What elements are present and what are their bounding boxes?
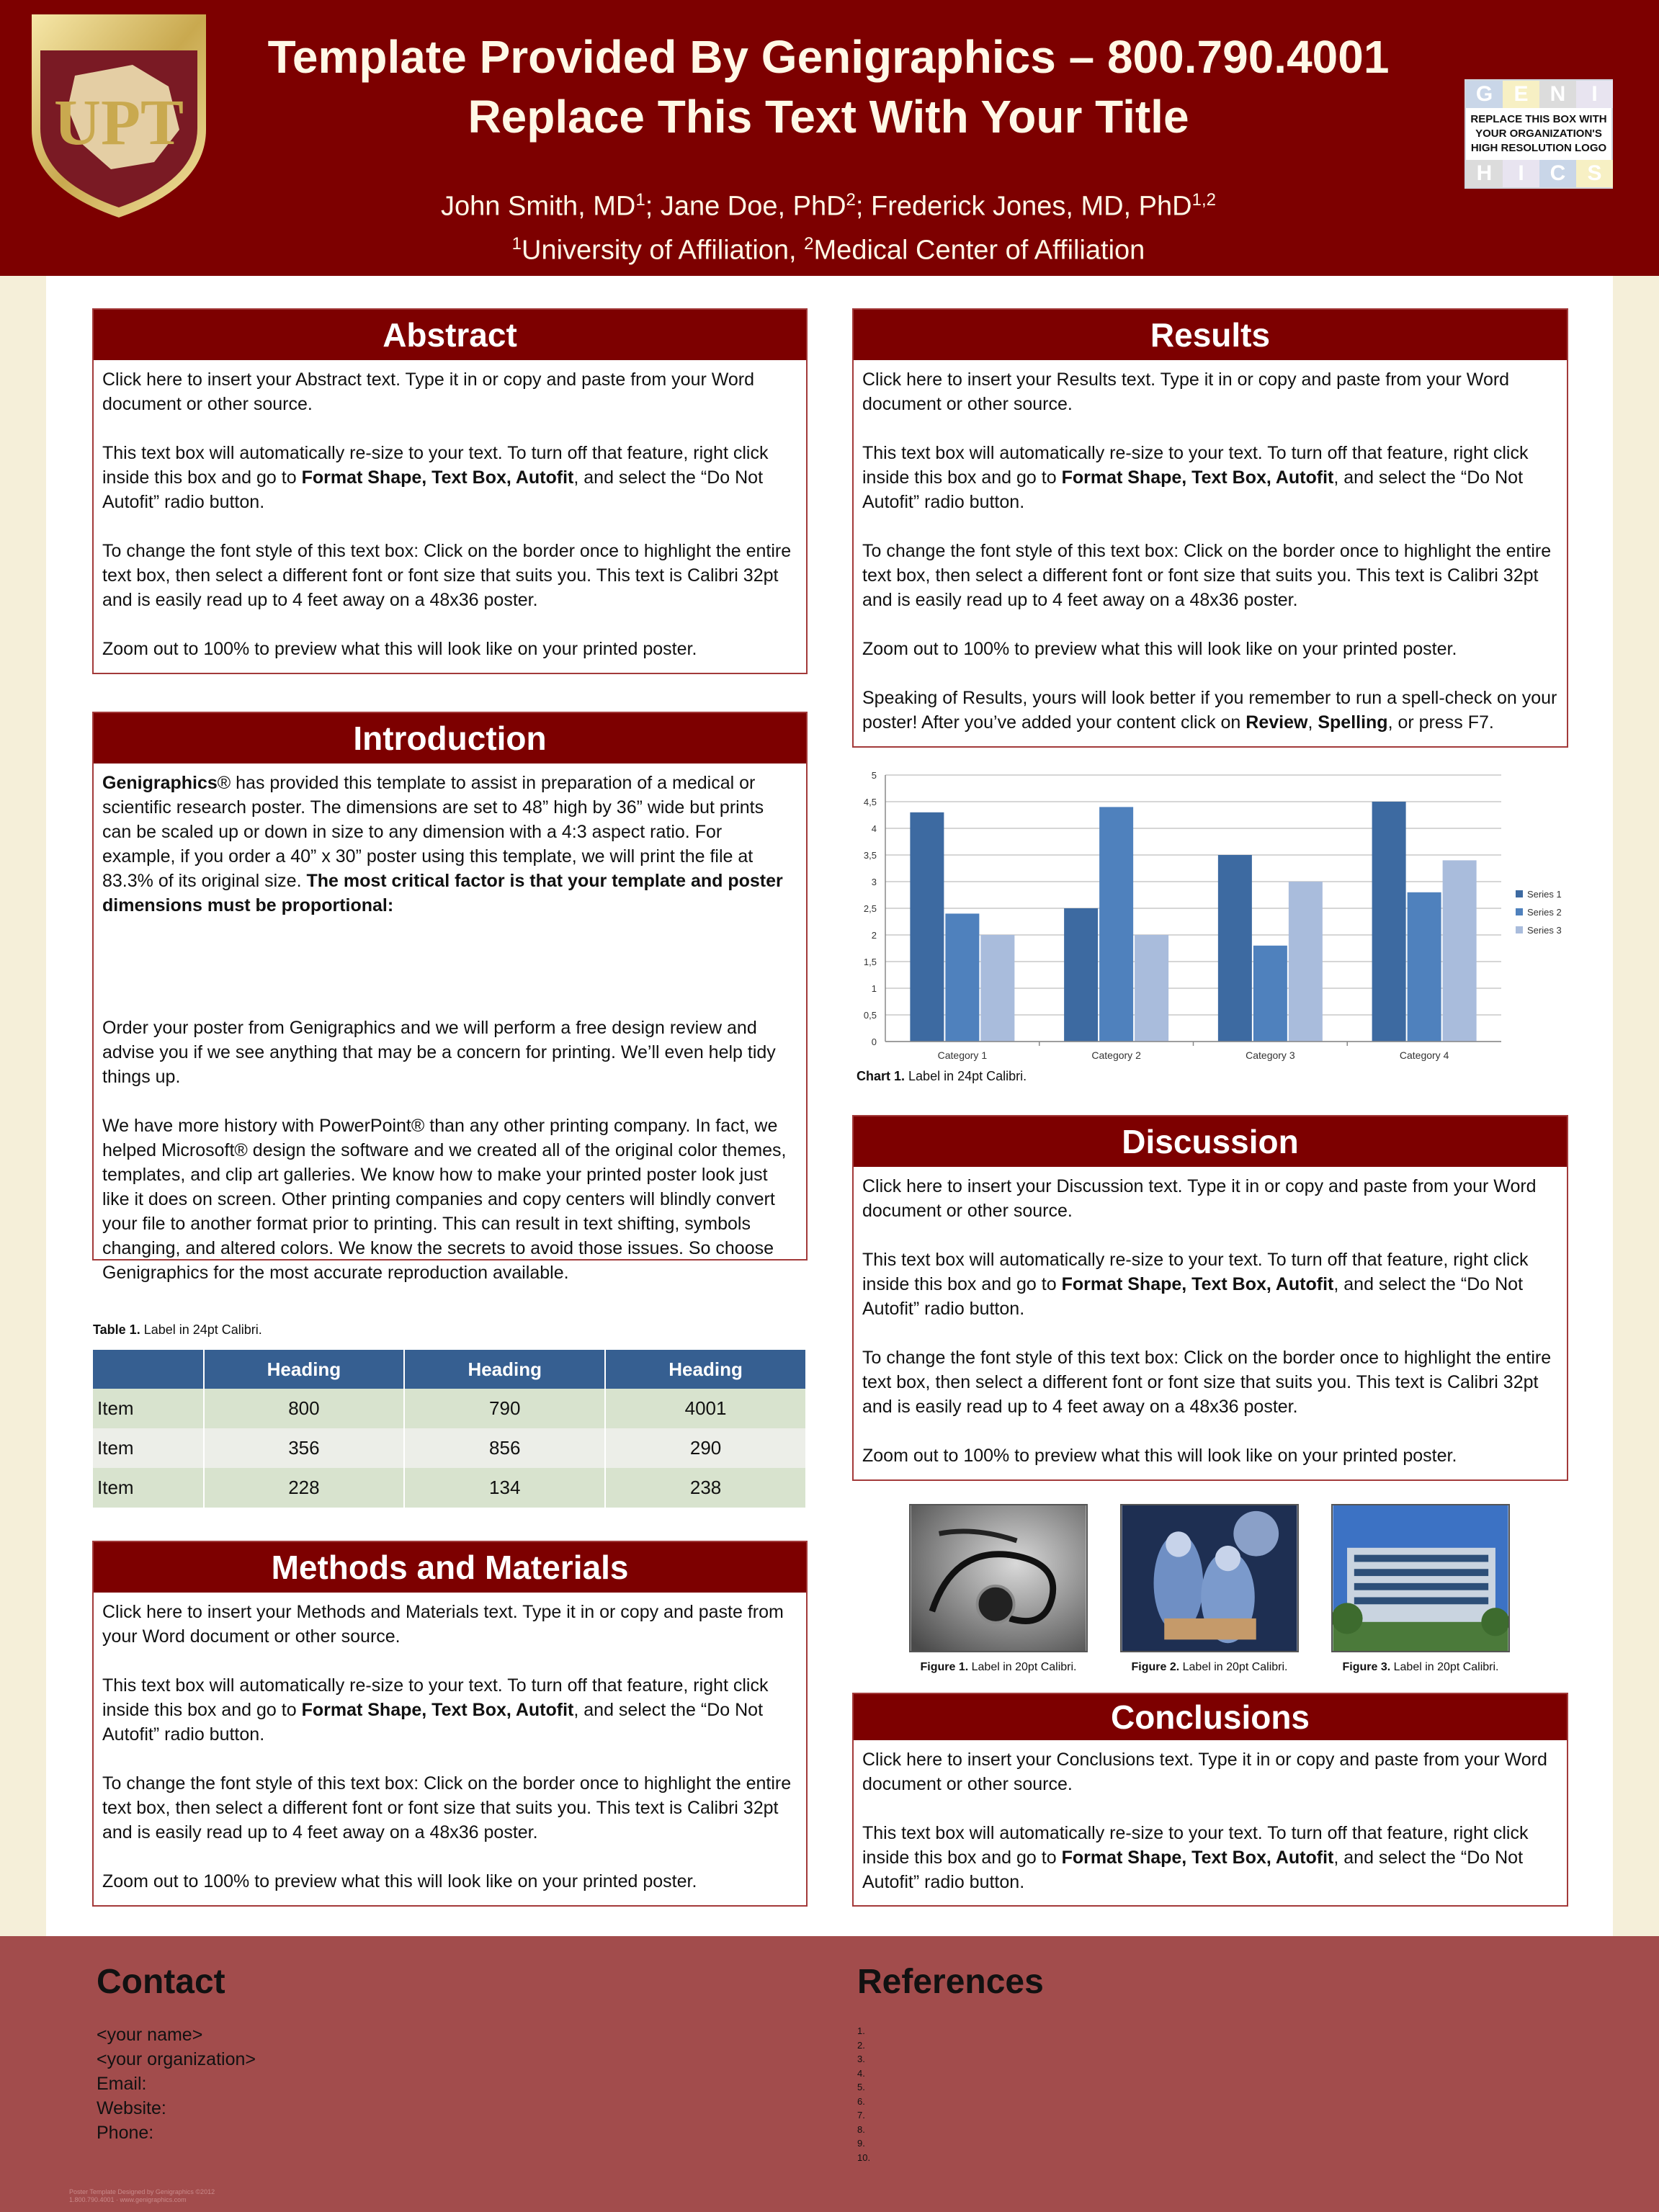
table-cell: 134 bbox=[404, 1468, 605, 1508]
table-row[interactable] bbox=[93, 1389, 806, 1428]
methods-paragraph: To change the font style of this text box: Click on the border once to highlight the entire text box, then select a different font or font size that suits you. This text is Calibri 32pt and is easily read up to 4 feet away on a 48x36 poster. bbox=[102, 1773, 792, 1842]
stethoscope-photo[interactable] bbox=[909, 1504, 1088, 1652]
contact-line[interactable]: <your name> bbox=[97, 2025, 203, 2045]
title-line-2: Replace This Text With Your Title bbox=[468, 91, 1189, 143]
chart-y-tick-label: 3 bbox=[871, 877, 877, 887]
table-column-header: Heading bbox=[204, 1350, 405, 1389]
table-cell: 800 bbox=[204, 1389, 405, 1428]
introduction-section[interactable] bbox=[92, 712, 808, 1283]
chart-x-tick-label: Category 1 bbox=[937, 1049, 988, 1061]
results-section[interactable] bbox=[852, 308, 1568, 748]
chart-legend-swatch bbox=[1516, 926, 1523, 933]
discussion-paragraph: Click here to insert your Discussion text. Type it in or copy and paste from your Word document or other source. bbox=[862, 1176, 1537, 1221]
table-row[interactable] bbox=[93, 1468, 806, 1508]
chart-bar bbox=[1372, 802, 1406, 1042]
chart-legend-swatch bbox=[1516, 908, 1523, 915]
contact-line[interactable]: Phone: bbox=[97, 2123, 154, 2143]
reference-item[interactable]: 8. bbox=[857, 2123, 865, 2135]
reference-item[interactable]: 4. bbox=[857, 2067, 865, 2079]
table-cell: Item bbox=[93, 1468, 204, 1508]
chart-legend-label: Series 1 bbox=[1527, 889, 1562, 900]
template-credit-fine-print bbox=[69, 2188, 215, 2204]
abstract-section[interactable] bbox=[92, 308, 808, 674]
chart-bar bbox=[1289, 882, 1323, 1042]
chart-bar bbox=[910, 812, 944, 1042]
author-affiliation-mark: 1,2 bbox=[1191, 190, 1216, 210]
chart-y-tick-label: 0,5 bbox=[863, 1010, 877, 1021]
abstract-body[interactable] bbox=[94, 360, 806, 668]
conclusions-heading: Conclusions bbox=[854, 1694, 1567, 1740]
chart-y-tick-label: 4,5 bbox=[863, 797, 877, 807]
table-row[interactable] bbox=[93, 1428, 806, 1468]
author-affiliation-mark: 2 bbox=[846, 190, 856, 210]
contact-details[interactable] bbox=[97, 2023, 256, 2145]
chart-bar bbox=[1099, 807, 1133, 1042]
contact-line[interactable]: Website: bbox=[97, 2098, 166, 2118]
results-paragraph: To change the font style of this text box: Click on the border once to highlight the entire text box, then select a different font or font size that suits you. This text is Calibri 32pt and is easily read up to 4 feet away on a 48x36 poster. bbox=[862, 541, 1552, 610]
table-cell: 290 bbox=[605, 1428, 806, 1468]
figure-1-caption: Figure 1. Label in 20pt Calibri. bbox=[920, 1661, 1077, 1673]
poster-title[interactable] bbox=[238, 27, 1419, 147]
discussion-heading: Discussion bbox=[854, 1116, 1567, 1167]
chart-bar bbox=[1443, 860, 1477, 1042]
methods-heading: Methods and Materials bbox=[94, 1542, 806, 1593]
chart-bar bbox=[980, 935, 1014, 1042]
svg-text:UPT: UPT bbox=[54, 87, 184, 158]
table-cell: 356 bbox=[204, 1428, 405, 1468]
abstract-heading: Abstract bbox=[94, 310, 806, 360]
chart-bar bbox=[1253, 946, 1287, 1042]
table-cell: 856 bbox=[404, 1428, 605, 1468]
chart-x-tick-label: Category 2 bbox=[1091, 1049, 1141, 1061]
references-heading: References bbox=[857, 1963, 1044, 2001]
chart-bar bbox=[1408, 892, 1441, 1042]
abstract-paragraph: This text box will automatically re-size to your text. To turn off that feature, right click inside this box and go to Format Shape, Text Box, Autofit, and select the “Do Not Autofit” radio button. bbox=[102, 443, 769, 512]
logo-letter: H bbox=[1466, 160, 1503, 187]
conclusions-section[interactable] bbox=[852, 1693, 1568, 1907]
logo-letter: S bbox=[1576, 160, 1613, 187]
introduction-heading: Introduction bbox=[94, 713, 806, 764]
results-body[interactable] bbox=[854, 360, 1567, 742]
poster-header bbox=[0, 0, 1659, 276]
chart-legend-swatch bbox=[1516, 890, 1523, 897]
reference-item[interactable]: 1. bbox=[857, 2025, 865, 2036]
chart-caption-text: Label in 24pt Calibri. bbox=[905, 1069, 1027, 1083]
discussion-paragraph: This text box will automatically re-size to your text. To turn off that feature, right click inside this box and go to Format Shape, Text Box, Autofit, and select the “Do Not Autofit” radio button. bbox=[862, 1250, 1529, 1319]
reference-item[interactable]: 10. bbox=[857, 2151, 871, 2163]
table-cell: Item bbox=[93, 1389, 204, 1428]
contact-line[interactable]: Email: bbox=[97, 2074, 147, 2094]
author-block[interactable] bbox=[238, 182, 1419, 269]
contact-line[interactable]: <your organization> bbox=[97, 2049, 256, 2069]
chart-y-tick-label: 4 bbox=[871, 823, 877, 834]
table-cell: 4001 bbox=[605, 1389, 806, 1428]
author-name: John Smith, MD bbox=[441, 191, 636, 222]
conclusions-paragraph: This text box will automatically re-size to your text. To turn off that feature, right click inside this box and go to Format Shape, Text Box, Autofit, and select the “Do Not Autofit” radio button. bbox=[862, 1823, 1529, 1892]
affiliations-line bbox=[238, 225, 1419, 269]
chart-y-tick-label: 5 bbox=[871, 770, 877, 781]
table-header-row bbox=[93, 1350, 806, 1389]
table-cell: Item bbox=[93, 1428, 204, 1468]
references-list[interactable] bbox=[857, 2024, 870, 2164]
table-cell: 228 bbox=[204, 1468, 405, 1508]
chart-caption bbox=[857, 1069, 1027, 1084]
methods-body[interactable] bbox=[94, 1593, 806, 1901]
reference-item[interactable]: 2. bbox=[857, 2039, 865, 2051]
abstract-paragraph: To change the font style of this text box: Click on the border once to highlight the entire text box, then select a different font or font size that suits you. This text is Calibri 32pt and is easily read up to 4 feet away on a 48x36 poster. bbox=[102, 541, 792, 610]
table-cell: 238 bbox=[605, 1468, 806, 1508]
methods-paragraph: This text box will automatically re-size to your text. To turn off that feature, right click inside this box and go to Format Shape, Text Box, Autofit, and select the “Do Not Autofit” radio button. bbox=[102, 1675, 769, 1745]
reference-item[interactable]: 6. bbox=[857, 2095, 865, 2107]
hospital-building-photo[interactable] bbox=[1331, 1504, 1510, 1652]
results-paragraph: Click here to insert your Results text. Type it in or copy and paste from your Word document or other source. bbox=[862, 370, 1510, 414]
chart-x-tick-label: Category 4 bbox=[1399, 1049, 1449, 1061]
affiliation-mark: 2 bbox=[804, 233, 814, 254]
logo-letter: E bbox=[1503, 81, 1539, 108]
chart-bar bbox=[1064, 908, 1098, 1042]
table-caption-label: Table 1. bbox=[93, 1322, 140, 1337]
chart-bar bbox=[1135, 935, 1168, 1042]
reference-item[interactable]: 3. bbox=[857, 2054, 865, 2064]
figure-3-caption: Figure 3. Label in 20pt Calibri. bbox=[1342, 1661, 1499, 1673]
table-caption bbox=[93, 1322, 262, 1338]
introduction-paragraph bbox=[102, 942, 797, 991]
introduction-paragraph: Order your poster from Genigraphics and we will perform a free design review and advise you if we see anything that may be a concern for printing. We’ll even help tidy things up. bbox=[102, 1018, 776, 1087]
discussion-paragraph: Zoom out to 100% to preview what this will look like on your printed poster. bbox=[862, 1446, 1457, 1466]
data-table[interactable] bbox=[93, 1350, 807, 1508]
reference-item[interactable]: 7. bbox=[857, 2110, 865, 2121]
fine-print-line: 1.800.790.4001 · www.genigraphics.com bbox=[69, 2196, 187, 2203]
discussion-section[interactable] bbox=[852, 1115, 1568, 1481]
fine-print-line: Poster Template Designed by Genigraphics ©2012 bbox=[69, 2188, 215, 2195]
author-name: Frederick Jones, MD, PhD bbox=[871, 191, 1192, 222]
results-paragraph: Speaking of Results, yours will look better if you remember to run a spell-check on your poster! After you’ve added your content click on Review, Spelling, or press F7. bbox=[862, 688, 1557, 733]
reference-item[interactable]: 9. bbox=[857, 2138, 865, 2149]
methods-paragraph: Zoom out to 100% to preview what this will look like on your printed poster. bbox=[102, 1871, 697, 1891]
abstract-paragraph: Click here to insert your Abstract text. Type it in or copy and paste from your Word document or other source. bbox=[102, 370, 755, 414]
title-line-1: Template Provided By Genigraphics – 800.790.4001 bbox=[267, 31, 1390, 83]
chart-y-tick-label: 1 bbox=[871, 983, 877, 994]
chart-y-tick-label: 2 bbox=[871, 930, 877, 941]
reference-item[interactable]: 5. bbox=[857, 2082, 865, 2092]
author-name: Jane Doe, PhD bbox=[660, 191, 846, 222]
logo-letter: I bbox=[1503, 160, 1539, 187]
discussion-paragraph: To change the font style of this text box: Click on the border once to highlight the entire text box, then select a different font or font size that suits you. This text is Calibri 32pt and is easily read up to 4 feet away on a 48x36 poster. bbox=[862, 1348, 1552, 1417]
table-column-header: Heading bbox=[605, 1350, 806, 1389]
results-bar-chart[interactable] bbox=[853, 768, 1573, 1092]
results-paragraph: This text box will automatically re-size to your text. To turn off that feature, right click inside this box and go to Format Shape, Text Box, Autofit, and select the “Do Not Autofit” radio button. bbox=[862, 443, 1529, 512]
introduction-paragraph: We have more history with PowerPoint® than any other printing company. In fact, we helped Microsoft® design the software and we created all of the original color themes, templates, and clip art galleries. We know how to make your printed poster look just like it does on screen. Other printing companies and copy centers will blindly convert your file to another format prior to printing. This can result in text shifting, symbols changing, and altered colors. We know the secrets to avoid those issues. So choose Genigraphics for the most accurate reproduction available. bbox=[102, 1116, 787, 1283]
author-affiliation-mark: 1 bbox=[635, 190, 645, 210]
chart-y-tick-label: 1,5 bbox=[863, 957, 877, 967]
logo-letter: I bbox=[1576, 81, 1613, 108]
logo-letter: N bbox=[1539, 81, 1576, 108]
discussion-body[interactable] bbox=[854, 1167, 1567, 1475]
logo-letter: C bbox=[1539, 160, 1576, 187]
figure-2-caption: Figure 2. Label in 20pt Calibri. bbox=[1131, 1661, 1288, 1673]
table-caption-text: Label in 24pt Calibri. bbox=[140, 1322, 262, 1337]
chart-y-tick-label: 0 bbox=[871, 1036, 877, 1047]
conclusions-body[interactable] bbox=[854, 1740, 1567, 1902]
table-column-header bbox=[93, 1350, 204, 1389]
chart-caption-label: Chart 1. bbox=[857, 1069, 905, 1083]
abstract-paragraph: Zoom out to 100% to preview what this will look like on your printed poster. bbox=[102, 639, 697, 659]
university-seal-logo bbox=[24, 7, 213, 222]
logo-placeholder-text: REPLACE THIS BOX WITH YOUR ORGANIZATION'S HIGH RESOLUTION LOGO bbox=[1470, 113, 1607, 154]
contact-heading: Contact bbox=[97, 1963, 225, 2001]
introduction-paragraph: Genigraphics® has provided this template to assist in preparation of a medical or scientific research poster. The dimensions are set to 48” high by 36” wide but prints can be scaled up or down in size to any dimension with a 4:3 aspect ratio. For example, if you order a 40” x 30” poster using this template, we will print the file at 83.3% of its original size. The most critical factor is that your template and poster dimensions must be proportional: bbox=[102, 773, 783, 915]
affiliation-name: Medical Center of Affiliation bbox=[813, 235, 1145, 266]
logo-letter: G bbox=[1466, 81, 1503, 108]
affiliation-name: University of Affiliation, bbox=[522, 235, 805, 266]
methods-section[interactable] bbox=[92, 1541, 808, 1907]
organization-logo-placeholder[interactable] bbox=[1465, 79, 1613, 189]
methods-paragraph: Click here to insert your Methods and Materials text. Type it in or copy and paste from your Word document or other source. bbox=[102, 1602, 784, 1647]
chart-bar bbox=[945, 913, 979, 1042]
table-column-header: Heading bbox=[404, 1350, 605, 1389]
conclusions-paragraph: Click here to insert your Conclusions text. Type it in or copy and paste from your Word document or other source. bbox=[862, 1750, 1547, 1794]
table-cell: 790 bbox=[404, 1389, 605, 1428]
affiliation-mark: 1 bbox=[511, 233, 522, 254]
results-heading: Results bbox=[854, 310, 1567, 360]
authors-line: John Smith, $MD^1$; Jane Doe, PhD$^2$; Frederick Jones, MD, PhD$^{1,2}$ bbox=[441, 190, 1216, 222]
chart-y-tick-label: 3,5 bbox=[863, 850, 877, 861]
chart-x-tick-label: Category 3 bbox=[1246, 1049, 1295, 1061]
chart-legend-label: Series 2 bbox=[1527, 907, 1562, 918]
results-paragraph: Zoom out to 100% to preview what this will look like on your printed poster. bbox=[862, 639, 1457, 659]
chart-bar bbox=[1218, 855, 1252, 1042]
chart-legend-label: Series 3 bbox=[1527, 925, 1562, 936]
surgeons-photo[interactable] bbox=[1120, 1504, 1299, 1652]
introduction-body[interactable] bbox=[94, 764, 806, 1292]
chart-y-tick-label: 2,5 bbox=[863, 903, 877, 914]
